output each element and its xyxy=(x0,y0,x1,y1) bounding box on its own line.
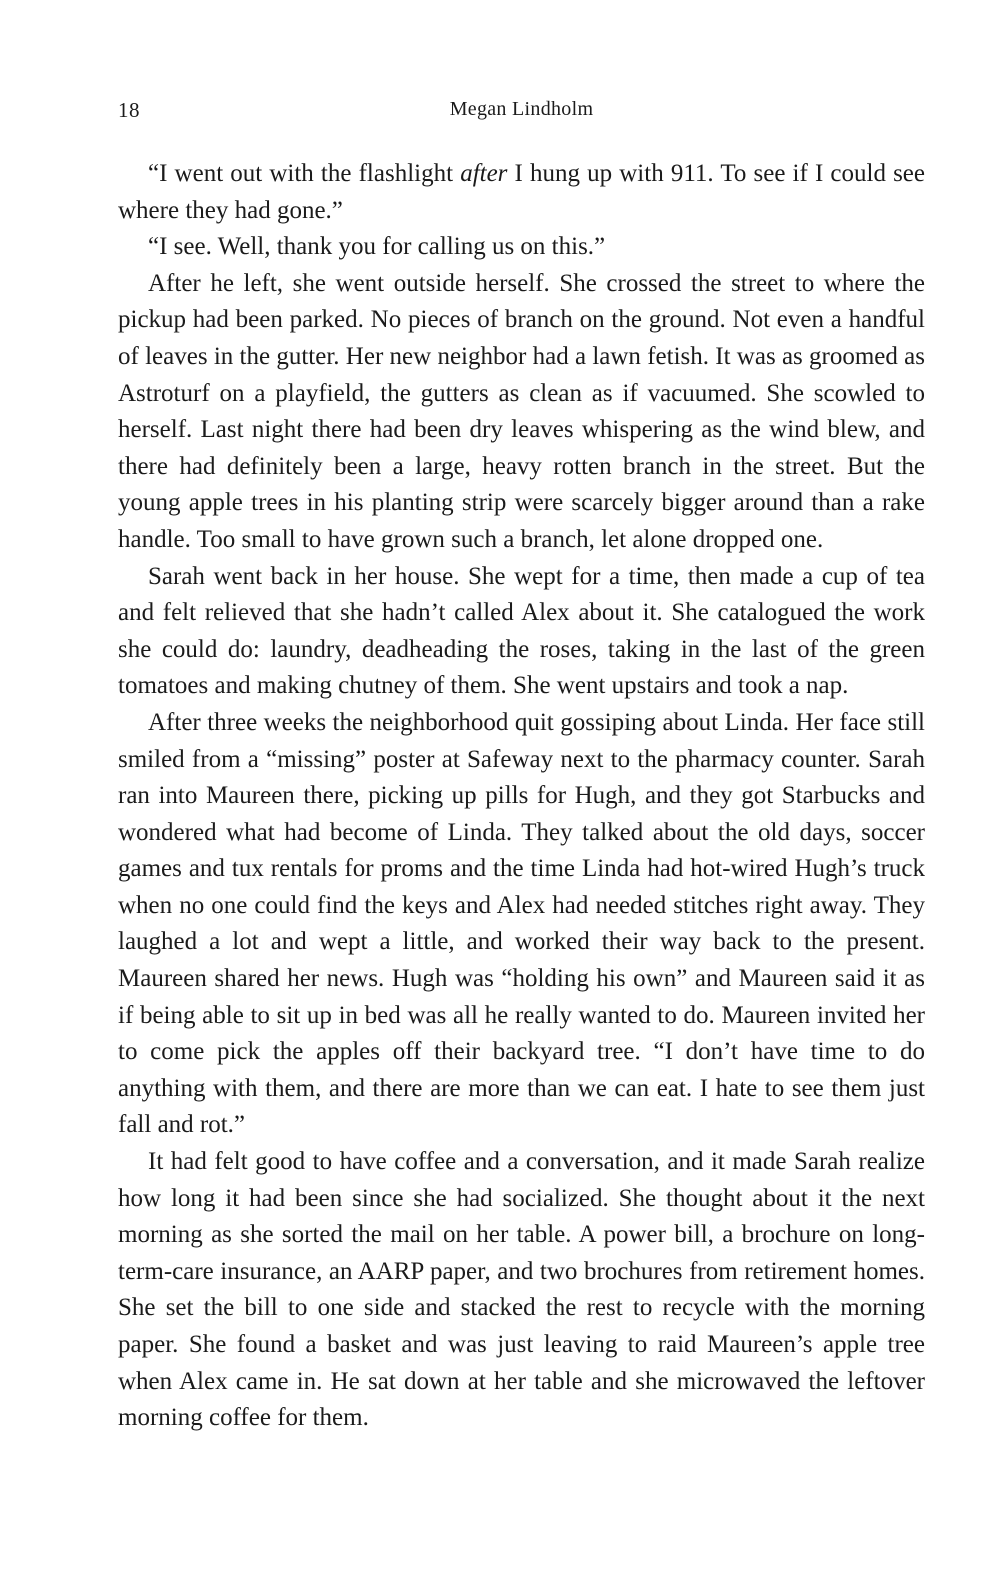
paragraph-6 xyxy=(118,1144,925,1437)
page-number: 18 xyxy=(118,98,140,122)
running-head xyxy=(118,98,925,128)
paragraph-text: Sarah went back in her house. She wept for a time, then made a cup of tea and felt relieved that she hadn’t called Alex about it. She catalogued the work she could do: laundry, deadheading the roses, taking in the last of the green tomatoes and making chutney of them. She went upstairs and took a nap. xyxy=(118,562,925,700)
paragraph-2 xyxy=(118,229,925,266)
paragraph-1 xyxy=(118,156,925,229)
paragraph-text: After three weeks the neighborhood quit gossiping about Linda. Her face still smiled from a “missing” poster at Safeway next to the pharmacy counter. Sarah ran into Maureen there, picking up pills for Hugh, and they got Starbucks and wondered what had become of Linda. They talked about the old days, soccer games and tux rentals for proms and the time Linda had hot-wired Hugh’s truck when no one could find the keys and Alex had needed stitches right away. They laughed a lot and wept a little, and worked their way back to the present. Maureen shared her news. Hugh was “holding his own” and Maureen said it as if being able to sit up in bed was all he really wanted to do. Maureen invited her to come pick the apples off their backyard tree. “I don’t have time to do anything with them, and there are more than we can eat. I hate to see them just fall and rot.” xyxy=(118,708,925,1139)
running-head-author: Megan Lindholm xyxy=(449,98,594,120)
paragraph-text: “I went out with the flashlight xyxy=(148,160,461,187)
emphasized-word: after xyxy=(460,160,508,187)
paragraph-5 xyxy=(118,705,925,1144)
paragraph-text: It had felt good to have coffee and a conversation, and it made Sarah realize how long it had been since she had socialized. She thought about it the next morning as she sorted the mail on her table. A power bill, a brochure on long-term-care insurance, an AARP paper, and two brochures from retirement homes. She set the bill to one side and stacked the rest to recycle with the morning paper. She found a basket and was just leaving to raid Maureen’s apple tree when Alex came in. He sat down at her table and she microwaved the leftover morning coffee for them. xyxy=(118,1148,925,1432)
paragraph-text: I hung up with 911. To see if I could see where they had gone.” xyxy=(118,160,926,224)
paragraph-4 xyxy=(118,559,925,705)
paragraph-text: “I see. Well, thank you for calling us on this.” xyxy=(148,233,606,261)
body-text xyxy=(118,156,925,1437)
paragraph-text: After he left, she went outside herself. She crossed the street to where the pickup had been parked. No pieces of branch on the ground. Not even a handful of leaves in the gutter. Her new neighbor had a lawn fetish. It was as groomed as Astroturf on a playfield, the gutters as clean as if vacuumed. She scowled to herself. Last night there had been dry leaves whispering as the wind blew, and there had definitely been a large, heavy rotten branch in the street. But the young apple trees in his planting strip were scarcely bigger around than a rake handle. Too small to have grown such a branch, let alone dropped one. xyxy=(118,269,925,553)
paragraph-3 xyxy=(118,266,925,559)
